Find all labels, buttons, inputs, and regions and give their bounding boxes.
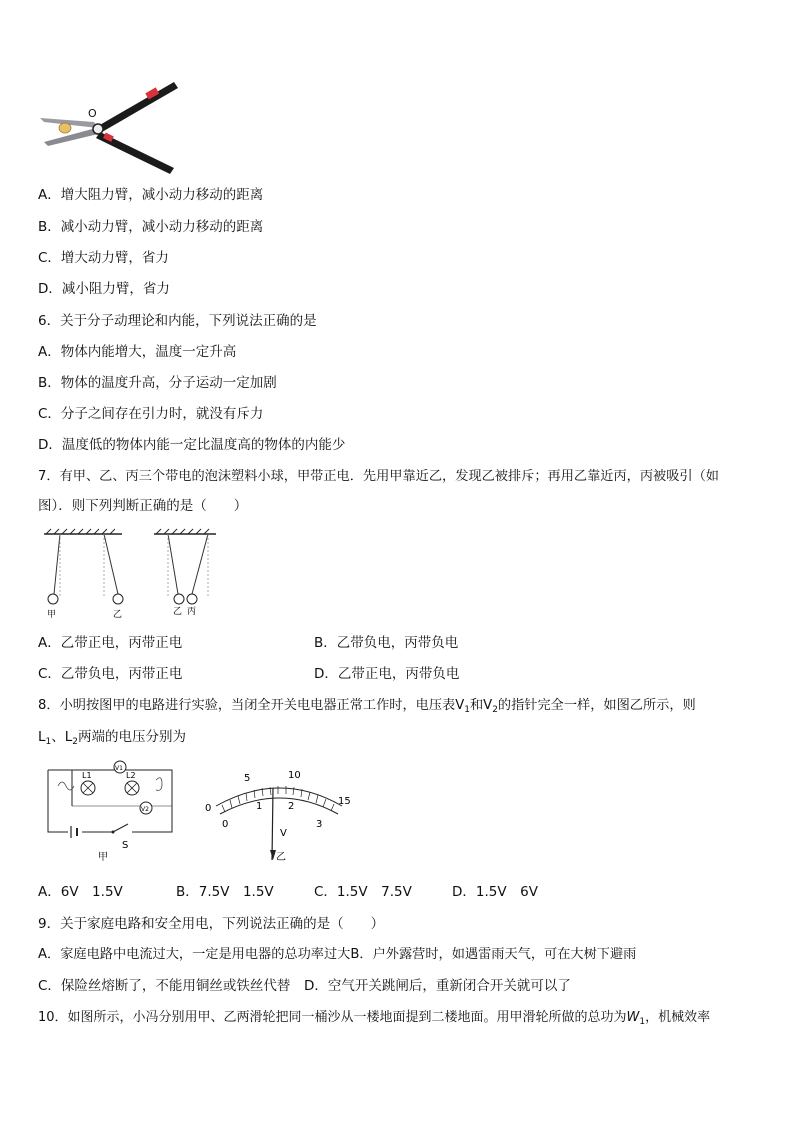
q5-option-c: C．增大动力臂，省力: [38, 250, 169, 266]
q9-option-a: A．家庭电路中电流过大，一定是用电器的总功率过大: [38, 947, 351, 962]
ball-yi-2: [174, 594, 184, 604]
q9-option-b: B．户外露营时，如遇雷雨天气，可在大树下避雨: [350, 947, 637, 962]
q8-separator: 、: [51, 729, 65, 745]
dial-unit: V: [280, 828, 287, 839]
l2-subscript: 2: [72, 737, 79, 747]
q8-and: 和: [469, 698, 484, 713]
v1-letter: V: [455, 698, 465, 713]
ball-yi-label: 乙: [113, 610, 123, 620]
ball-jia-label: 甲: [47, 610, 57, 620]
q8-stem-line2-end: 两端的电压分别为: [78, 729, 187, 745]
q7-option-a: A．乙带正电，丙带正电: [38, 635, 183, 651]
q10-stem-part1: 10．如图所示，小冯分别用甲、乙两滑轮把同一桶沙从一楼地面提到二楼地面。用甲滑轮所做的总功为: [38, 1010, 627, 1025]
l2-label: L2: [126, 771, 136, 780]
q8-stem-line1: [38, 697, 696, 719]
q10-stem-part2: ，机械效率: [645, 1010, 711, 1025]
w-subscript: 1: [639, 1017, 646, 1027]
ball-yi2-label: 乙: [173, 607, 183, 617]
lower-blade: [44, 128, 98, 146]
q5-option-b: B．减小动力臂，减小动力移动的距离: [38, 219, 264, 235]
ball-jia: [48, 594, 58, 604]
top-tick-5: 5: [244, 773, 251, 784]
l1-letter: L: [38, 729, 46, 745]
v1-subscript: 1: [464, 705, 470, 715]
q5-option-d: D．减小阻力臂，省力: [38, 281, 170, 297]
q9-stem: 9．关于家庭电路和安全用电，下列说法正确的是（ ）: [38, 916, 385, 932]
q8-option-d: D．1.5V 6V: [452, 884, 538, 900]
q8-option-b: B．7.5V 1.5V: [176, 884, 274, 900]
cut-object: [59, 123, 71, 133]
circuit-figure: [42, 756, 178, 866]
q8-stem-part2: 的指针完全一样，如图乙所示，则: [497, 698, 696, 713]
v2-subscript: 2: [492, 705, 498, 715]
circuit-caption: 甲: [98, 852, 108, 863]
q6-option-c: C．分子之间存在引力时，就没有斥力: [38, 406, 264, 422]
ball-bing-label: 丙: [187, 607, 197, 617]
q9-option-d: D．空气开关跳闸后，重新闭合开关就可以了: [303, 978, 571, 994]
pivot-label: O: [88, 107, 97, 120]
q6-option-b: B．物体的温度升高，分子运动一定加剧: [38, 375, 277, 391]
l2-letter: L: [64, 729, 73, 745]
dial-caption: 乙: [276, 852, 286, 863]
bottom-tick-3: 3: [316, 819, 323, 830]
q8-stem-part1: 8．小明按图甲的电路进行实验，当闭全开关电电器正常工作时，电压表: [38, 698, 456, 713]
switch-label: S: [122, 840, 129, 851]
q10-stem: [38, 1009, 710, 1031]
top-tick-0: 0: [205, 803, 212, 814]
ball-yi: [113, 594, 123, 604]
bottom-tick-2: 2: [288, 801, 295, 812]
v2-letter: V: [483, 698, 493, 713]
q7-option-c: C．乙带负电，丙带正电: [38, 666, 183, 682]
q7-option-b: B．乙带负电，丙带负电: [314, 635, 459, 651]
upper-handle: [98, 82, 178, 132]
q6-option-a: A．物体内能增大，温度一定升高: [38, 344, 237, 360]
charged-balls-figure: [40, 528, 220, 623]
pivot: [93, 124, 103, 134]
q8-option-a: A．6V 1.5V: [38, 884, 123, 900]
q9-options-cd: [38, 977, 571, 995]
bottom-tick-1: 1: [256, 801, 263, 812]
q6-option-d: D．温度低的物体内能一定比温度高的物体的内能少: [38, 437, 346, 453]
q5-option-a: A．增大阻力臂，减小动力移动的距离: [38, 187, 264, 203]
dial-needle: [272, 788, 273, 860]
q7-option-d: D．乙带正电，丙带负电: [314, 666, 460, 682]
shears-figure: [36, 76, 186, 176]
voltmeter-dial-figure: [200, 764, 360, 864]
q9-options-ab: [38, 946, 636, 964]
ball-bing: [187, 594, 197, 604]
v1-label: V1: [115, 765, 123, 772]
top-tick-10: 10: [288, 770, 301, 781]
q7-stem-line1: 7．有甲、乙、丙三个带电的泡沫塑料小球，甲带正电．先用甲靠近乙，发现乙被排斥；再用乙靠近丙，丙被吸引（如: [38, 469, 719, 484]
q8-stem-line2: [38, 728, 186, 751]
q7-stem-line2: 图）．则下列判断正确的是（ ）: [38, 498, 248, 514]
v2-label: V2: [141, 806, 149, 813]
l1-subscript: 1: [45, 737, 52, 747]
l1-label: L1: [82, 771, 92, 780]
top-tick-15: 15: [338, 796, 351, 807]
q9-option-c: C．保险丝熔断了，不能用铜丝或铁丝代替: [38, 978, 291, 994]
w-letter: W: [626, 1010, 640, 1025]
bottom-tick-0: 0: [222, 819, 229, 830]
q6-stem: 6．关于分子动理论和内能，下列说法正确的是: [38, 313, 317, 329]
q8-option-c: C．1.5V 7.5V: [314, 884, 412, 900]
